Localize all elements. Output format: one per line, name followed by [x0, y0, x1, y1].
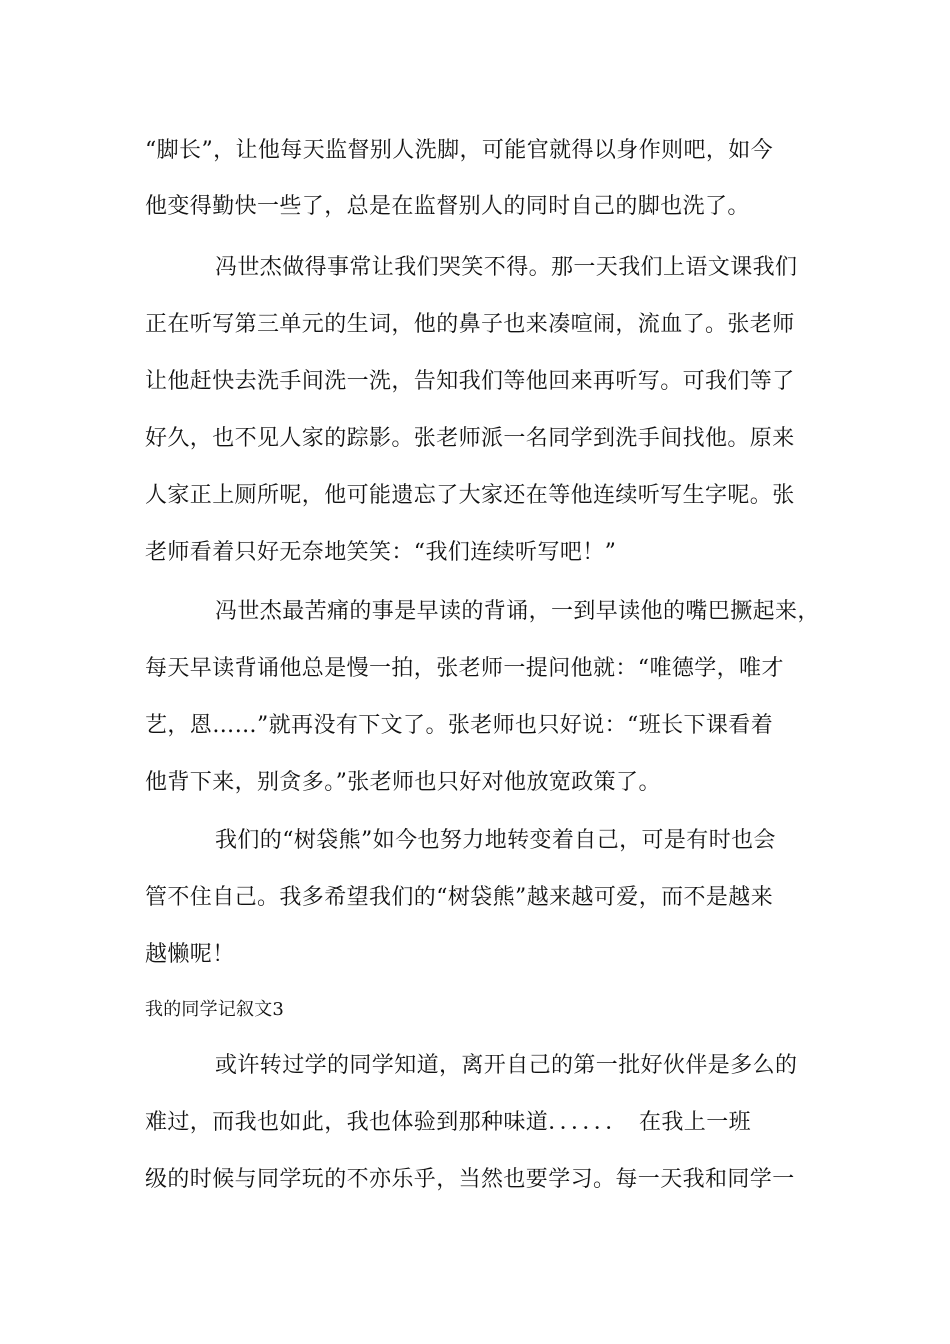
paragraph-line: 他背下来，别贪多。”张老师也只好对他放宽政策了。: [145, 770, 661, 795]
paragraph-line: 每天早读背诵他总是慢一拍，张老师一提问他就：“唯德学，唯才: [145, 656, 784, 681]
paragraph-line: 人家正上厕所呢，他可能遗忘了大家还在等他连续听写生字呢。张: [145, 483, 795, 508]
section-heading: 我的同学记叙文3: [145, 999, 285, 1020]
paragraph-first-line: 冯世杰做得事常让我们哭笑不得。那一天我们上语文课我们: [215, 255, 798, 280]
paragraph-line: 越懒呢！: [145, 942, 235, 967]
paragraph-line: 艺，恩……”就再没有下文了。张老师也只好说：“班长下课看着: [145, 713, 774, 738]
paragraph-line: “脚长”，让他每天监督别人洗脚，可能官就得以身作则吧，如今: [145, 138, 774, 163]
paragraph-line: 难过，而我也如此，我也体验到那种味道．．．．．． 在我上一班: [145, 1110, 752, 1135]
paragraph-line: 老师看着只好无奈地笑笑：“我们连续听写吧！”: [145, 540, 617, 565]
paragraph-first-line: 我们的“树袋熊”如今也努力地转变着自己，可是有时也会: [215, 828, 776, 853]
paragraph-line: 他变得勤快一些了，总是在监督别人的同时自己的脚也洗了。: [145, 194, 750, 219]
paragraph-line: 好久，也不见人家的踪影。张老师派一名同学到洗手间找他。原来: [145, 426, 795, 451]
paragraph-line: 管不住自己。我多希望我们的“树袋熊”越来越可爱，而不是越来: [145, 885, 774, 910]
paragraph-line: 让他赶快去洗手间洗一洗，告知我们等他回来再听写。可我们等了: [145, 369, 795, 394]
paragraph-line: 正在听写第三单元的生词，他的鼻子也来凑喧闹，流血了。张老师: [145, 312, 795, 337]
paragraph-first-line: 或许转过学的同学知道，离开自己的第一批好伙伴是多么的: [215, 1053, 798, 1078]
paragraph-first-line: 冯世杰最苦痛的事是早读的背诵，一到早读他的嘴巴撅起来，: [215, 599, 820, 624]
paragraph-line: 级的时候与同学玩的不亦乐乎，当然也要学习。每一天我和同学一: [145, 1167, 795, 1192]
